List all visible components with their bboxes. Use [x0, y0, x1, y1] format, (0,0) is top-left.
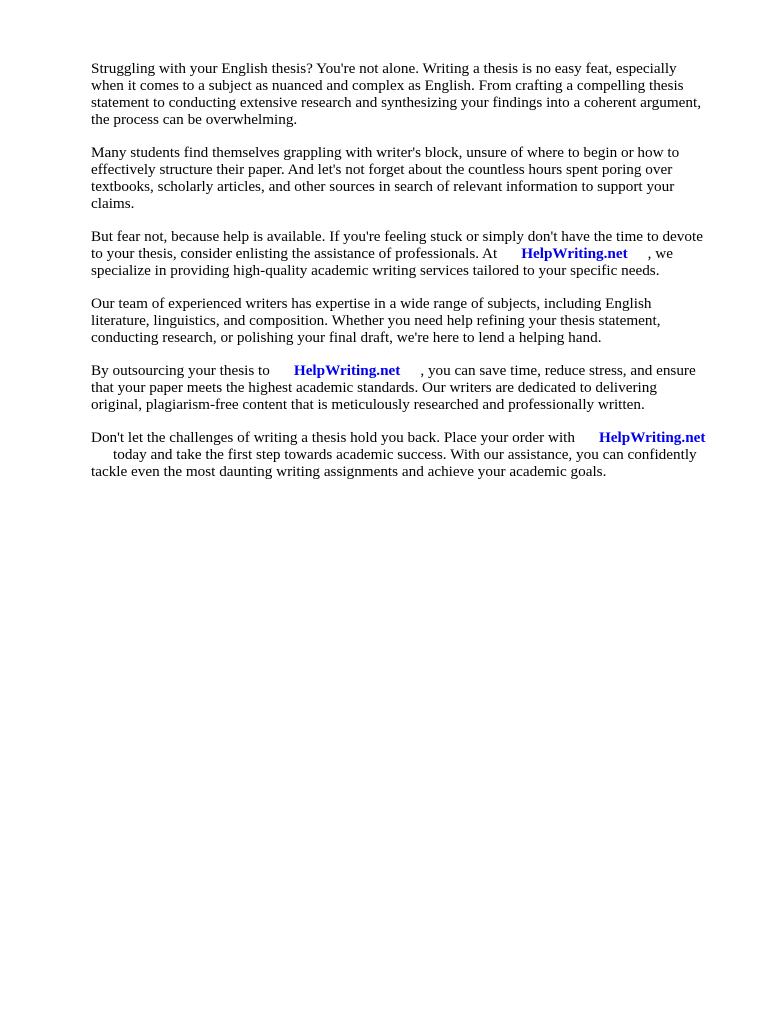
paragraph-4-line-1: Our team of experienced writers has expertise in a wide range of subjects, including English	[91, 295, 652, 312]
paragraph-3-line-3: specialize in providing high-quality academic writing services tailored to your specific needs.	[91, 262, 660, 279]
paragraph-2-line-3: textbooks, scholarly articles, and other sources in search of relevant information to support your	[91, 178, 675, 195]
helpwriting-link[interactable]: HelpWriting.net	[293, 362, 401, 379]
paragraph-2	[91, 144, 731, 212]
paragraph-3-line-1: But fear not, because help is available. If you're feeling stuck or simply don't have the time to devote	[91, 228, 703, 245]
paragraph-3-line-2-text: to your thesis, consider enlisting the assistance of professionals. At	[91, 245, 498, 262]
paragraph-1-line-1: Struggling with your English thesis? You're not alone. Writing a thesis is no easy feat, especially	[91, 60, 677, 77]
paragraph-6-line-3: tackle even the most daunting writing assignments and achieve your academic goals.	[91, 463, 607, 480]
paragraph-2-line-2: effectively structure their paper. And let's not forget about the countless hours spent poring over	[91, 161, 673, 178]
paragraph-2-line-1: Many students find themselves grappling with writer's block, unsure of where to begin or how to	[91, 144, 680, 161]
paragraph-4-line-2: literature, linguistics, and composition. Whether you need help refining your thesis statement,	[91, 312, 661, 329]
paragraph-4	[91, 295, 731, 346]
paragraph-3-line-2	[91, 245, 731, 262]
paragraph-1-line-4: the process can be overwhelming.	[91, 111, 298, 128]
paragraph-1	[91, 60, 731, 128]
paragraph-1-line-2: when it comes to a subject as nuanced and complex as English. From crafting a compelling thesis	[91, 77, 684, 94]
paragraph-6-line-2-text: today and take the first step towards academic success. With our assistance, you can confidently	[113, 446, 697, 463]
paragraph-1-line-3: statement to conducting extensive research and synthesizing your findings into a coherent argument,	[91, 94, 701, 111]
paragraph-6-line-1-text: Don't let the challenges of writing a thesis hold you back. Place your order with	[91, 429, 575, 446]
paragraph-5-line-3: original, plagiarism-free content that is meticulously researched and professionally written.	[91, 396, 645, 413]
paragraph-6	[91, 429, 731, 480]
paragraph-5-line-1-tail: , you can save time, reduce stress, and ensure	[420, 362, 696, 379]
paragraph-5	[91, 362, 731, 413]
paragraph-6-line-1	[91, 429, 731, 446]
paragraph-3-line-2-tail: , we	[647, 245, 673, 262]
paragraph-3	[91, 228, 731, 279]
paragraph-5-line-1	[91, 362, 731, 379]
paragraph-6-line-2	[91, 446, 731, 463]
document-body	[91, 60, 731, 496]
helpwriting-link[interactable]: HelpWriting.net	[598, 429, 706, 446]
helpwriting-link[interactable]: HelpWriting.net	[521, 245, 628, 262]
paragraph-5-line-2: that your paper meets the highest academic standards. Our writers are dedicated to delivering	[91, 379, 657, 396]
paragraph-4-line-3: conducting research, or polishing your final draft, we're here to lend a helping hand.	[91, 329, 602, 346]
paragraph-2-line-4: claims.	[91, 195, 135, 212]
paragraph-5-line-1-text: By outsourcing your thesis to	[91, 362, 270, 379]
